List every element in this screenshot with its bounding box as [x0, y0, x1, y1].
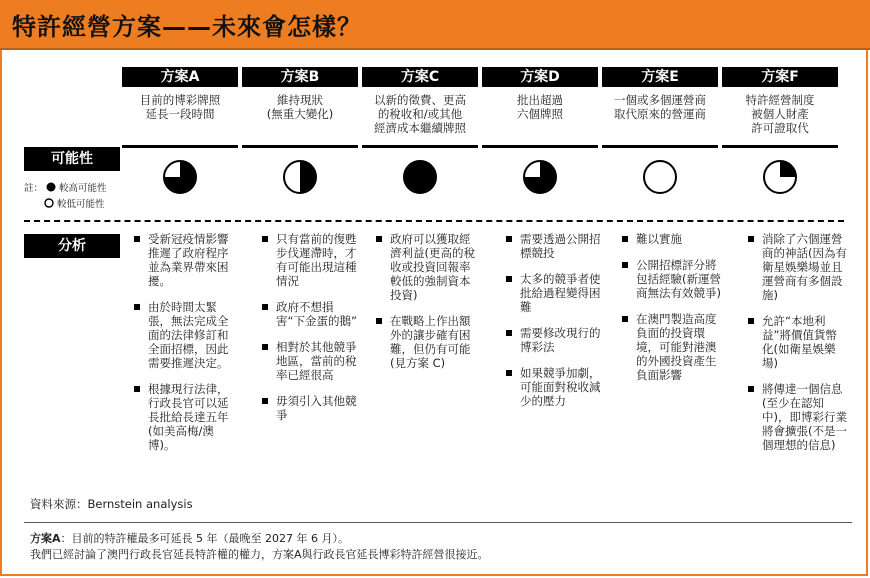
- option-header: 方案A: [122, 67, 238, 87]
- pie-fill: [404, 161, 436, 193]
- option-description-line: 許可證取代: [751, 121, 809, 135]
- option-divider: [362, 145, 478, 148]
- analysis-list: [376, 232, 476, 382]
- option-description: [122, 93, 238, 121]
- page-title: 特許經營方案——未來會怎樣？: [12, 13, 362, 41]
- footnote-line-1: [30, 530, 349, 546]
- legend-low-label: 較低可能性: [57, 199, 105, 210]
- option-description-line: 特許經營制度: [745, 93, 815, 107]
- option-description-line: (無重大變化): [266, 107, 334, 121]
- option-header: 方案E: [602, 67, 718, 87]
- analysis-item: 政府可以獲取經濟利益(更高的稅收或投資回報率較低的強制資本投資): [376, 232, 476, 302]
- possibility-label: 可能性: [24, 147, 120, 171]
- analysis-item: 相對於其他競爭地區，當前的稅率已經很高: [262, 340, 362, 382]
- option-description-line: 維持現狀: [277, 93, 323, 107]
- footnote-divider: [24, 522, 852, 523]
- possibility-pie: [162, 159, 198, 195]
- analysis-item: 允許“本地利益”將價值貨幣化(如衛星娛樂場): [748, 314, 848, 370]
- option-description: [362, 93, 478, 135]
- option-description-line: 六個牌照: [517, 107, 563, 121]
- title-bar: [0, 0, 870, 50]
- analysis-item: 在戰略上作出額外的讓步確有困難，但仍有可能 (見方案 C): [376, 314, 476, 370]
- possibility-pie: [282, 159, 318, 195]
- option-divider: [482, 145, 598, 148]
- analysis-label: 分析: [24, 234, 120, 258]
- legend-low: [44, 196, 105, 210]
- analysis-list: [622, 232, 722, 394]
- possibility-pie: [762, 159, 798, 195]
- option-header: 方案B: [242, 67, 358, 87]
- option-description-line: 批出超過: [517, 93, 563, 107]
- footnote-line-2: 我們已經討論了澳門行政長官延長特許權的權力，方案A與行政長官延長博彩特許經營很接近。: [30, 548, 489, 561]
- analysis-item: 消除了六個運營商的神話(因為有衛星娛樂場並且運營商有多個設施): [748, 232, 848, 302]
- possibility-pie: [402, 159, 438, 195]
- analysis-list: [134, 232, 234, 464]
- analysis-item: 難以實施: [622, 232, 722, 246]
- option-divider: [722, 145, 838, 148]
- option-description-line: 以新的徵費、更高: [374, 93, 466, 107]
- option-divider: [122, 145, 238, 148]
- empty-circle-icon: [44, 198, 54, 208]
- analysis-item: 公開招標評分將包括經驗(新運營商無法有效競爭): [622, 258, 722, 300]
- option-description-line: 的稅收和/或其他: [377, 107, 463, 121]
- analysis-item: 根據現行法律，行政長官可以延長批給長達五年(如美高梅/澳博)。: [134, 382, 234, 452]
- analysis-item: 由於時間太緊張，無法完成全面的法律修訂和全面招標，因此需要推遲決定。: [134, 300, 234, 370]
- option-header: 方案F: [722, 67, 838, 87]
- analysis-item: 在澳門製造高度負面的投資環境，可能對港澳的外國投資產生負面影響: [622, 312, 722, 382]
- option-divider: [242, 145, 358, 148]
- footnote-text-1: ：目前的特許權最多可延長 5 年（最晚至 2027 年 6 月）。: [60, 532, 349, 545]
- pie-fill: [300, 161, 316, 193]
- option-description: [602, 93, 718, 121]
- option-divider: [602, 145, 718, 148]
- analysis-list: [262, 232, 362, 434]
- option-description: [722, 93, 838, 135]
- legend-high: [24, 180, 107, 194]
- analysis-list: [748, 232, 848, 464]
- analysis-item: 如果競爭加劇，可能面對稅收減少的壓力: [506, 366, 606, 408]
- analysis-item: 將傳達一個信息(至少在認知中)，即博彩行業將會擴張(不是一個理想的信息): [748, 382, 848, 452]
- analysis-item: 政府不想損害“下金蛋的鵝”: [262, 300, 362, 328]
- section-divider: [24, 220, 844, 222]
- legend-prefix: 註：: [24, 183, 44, 194]
- analysis-item: 需要透過公開招標競投: [506, 232, 606, 260]
- option-description-line: 一個或多個運營商: [614, 93, 706, 107]
- possibility-pie: [522, 159, 558, 195]
- legend-high-label: 較高可能性: [59, 183, 107, 194]
- analysis-item: 太多的競爭者使批給過程變得困難: [506, 272, 606, 314]
- analysis-item: 需要修改現行的博彩法: [506, 326, 606, 354]
- option-description: [482, 93, 598, 121]
- analysis-list: [506, 232, 606, 420]
- pie-outline: [644, 161, 676, 193]
- option-header: 方案D: [482, 67, 598, 87]
- option-description-line: 經濟成本繼續牌照: [374, 121, 466, 135]
- analysis-item: 毋須引入其他競爭: [262, 394, 362, 422]
- possibility-pie: [642, 159, 678, 195]
- option-description-line: 被個人財產: [751, 107, 809, 121]
- option-description: [242, 93, 358, 121]
- option-header: 方案C: [362, 67, 478, 87]
- analysis-item: 只有當前的復甦步伐遲滯時，才有可能出現這種情況: [262, 232, 362, 288]
- option-description-line: 目前的博彩牌照: [139, 93, 221, 107]
- source-note: 資料來源：Bernstein analysis: [30, 497, 193, 511]
- footnote-label: 方案A: [30, 532, 61, 545]
- pie-fill: [780, 161, 796, 177]
- option-description-line: 取代原來的營運商: [614, 107, 706, 121]
- option-description-line: 延長一段時間: [145, 107, 215, 121]
- analysis-item: 受新冠疫情影響推遲了政府程序並為業界帶來困擾。: [134, 232, 234, 288]
- filled-circle-icon: [46, 182, 56, 192]
